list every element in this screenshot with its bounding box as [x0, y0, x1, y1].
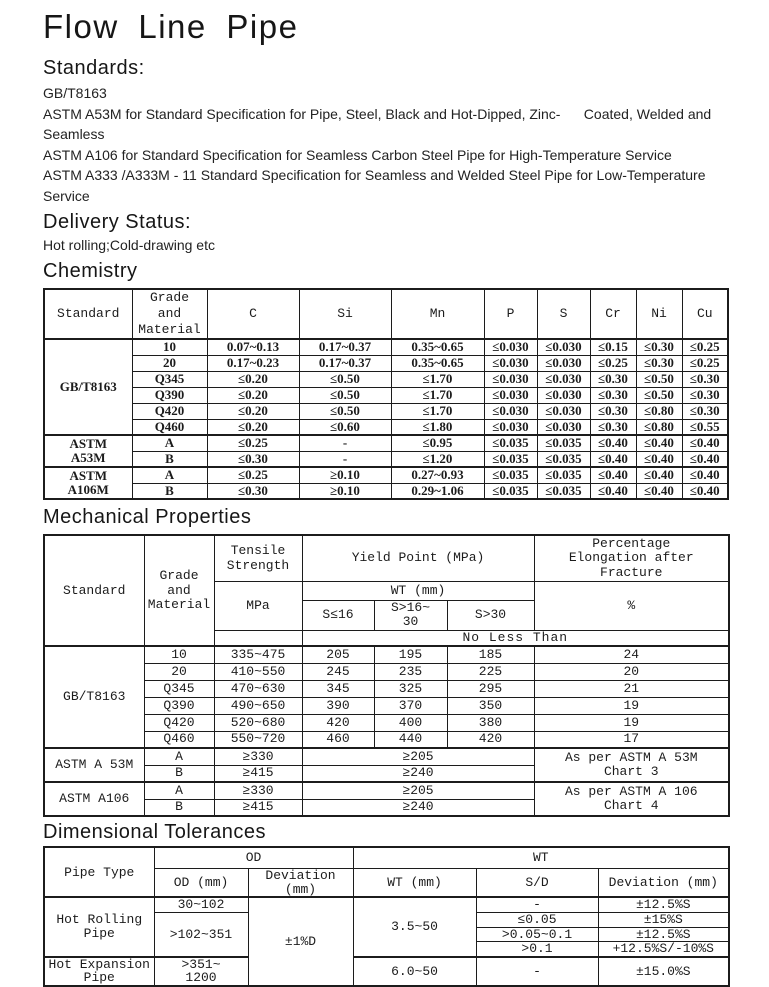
cell: 0.27~0.93: [391, 467, 484, 483]
cell: 185: [447, 646, 534, 663]
table-row: [44, 387, 728, 403]
note-line: As per ASTM A 53M: [564, 749, 698, 765]
cell: Q460: [144, 731, 214, 748]
column-header: S≤16: [302, 600, 374, 630]
cell: ≤0.25: [207, 467, 299, 483]
cell: 21: [534, 680, 729, 697]
column-header: %: [534, 581, 729, 630]
cell: ≤0.035: [537, 435, 590, 451]
cell: A: [132, 435, 207, 451]
cell: ≤0.30: [590, 371, 636, 387]
cell: 245: [302, 663, 374, 680]
cell: ≥0.10: [299, 467, 391, 483]
pipe-type-cell: Hot Expansion Pipe: [44, 957, 154, 986]
cell: ≤0.035: [537, 483, 590, 499]
cell: B: [132, 483, 207, 499]
column-header: Ni: [636, 289, 682, 340]
column-header: [534, 535, 729, 581]
cell: ≤0.030: [537, 403, 590, 419]
cell: ≤0.030: [537, 387, 590, 403]
cell: ≥0.10: [299, 483, 391, 499]
column-header: MPa: [214, 581, 302, 630]
cell: ≤0.55: [682, 419, 728, 435]
cell: 0.29~1.06: [391, 483, 484, 499]
cell: 390: [302, 697, 374, 714]
cell: 20: [132, 355, 207, 371]
cell: 0.07~0.13: [207, 339, 299, 355]
column-header: Deviation (mm): [248, 868, 353, 897]
table-row: [44, 419, 728, 435]
cell: 350: [447, 697, 534, 714]
cell: A: [144, 748, 214, 765]
cell: ±1%D: [248, 897, 353, 986]
cell: ≤0.30: [682, 403, 728, 419]
cell: ≤0.40: [636, 483, 682, 499]
cell: 19: [534, 697, 729, 714]
cell: ≥330: [214, 748, 302, 765]
cell: ≤1.70: [391, 371, 484, 387]
cell: ≤0.035: [484, 435, 537, 451]
cell: ≤0.50: [299, 387, 391, 403]
cell: 0.35~0.65: [391, 355, 484, 371]
cell: 410~550: [214, 663, 302, 680]
label-line: A53M: [70, 450, 106, 466]
cell: 10: [144, 646, 214, 663]
cell: Q390: [144, 697, 214, 714]
table-row: [44, 339, 728, 355]
cell: Q345: [132, 371, 207, 387]
table-row: [44, 646, 729, 663]
cell: 235: [374, 663, 447, 680]
header-line: S>16~: [390, 600, 430, 615]
delivery-text: Hot rolling;Cold-drawing etc: [43, 236, 215, 253]
cell: ≤0.030: [484, 419, 537, 435]
cell: -: [299, 451, 391, 467]
chemistry-heading: Chemistry: [43, 259, 138, 282]
page-title: Flow Line Pipe: [43, 8, 299, 45]
cell: ≤0.030: [537, 371, 590, 387]
column-header: Standard: [44, 289, 132, 340]
cell: ≤0.20: [207, 387, 299, 403]
cell: -: [299, 435, 391, 451]
column-header: Tensile Strength: [214, 535, 302, 581]
header-line: Fracture: [600, 564, 663, 580]
cell: -: [476, 897, 598, 912]
label-line: ASTM: [69, 436, 108, 452]
cell: >0.05~0.1: [476, 927, 598, 942]
cell: ≤0.20: [207, 403, 299, 419]
standard-label-cell: [44, 435, 132, 467]
standards-line: ASTM A53M for Standard Specification for Pipe, Steel, Black and Hot-Dipped, Zinc- Coated, Welded and: [43, 105, 712, 122]
standard-label-cell: [44, 467, 132, 499]
cell: 490~650: [214, 697, 302, 714]
column-header: No Less Than: [302, 630, 729, 646]
column-header: Pipe Type: [44, 847, 154, 897]
table-row: [44, 897, 729, 912]
column-header: WT (mm): [302, 581, 534, 600]
cell: ≤0.40: [636, 451, 682, 467]
standards-heading: Standards:: [43, 57, 145, 79]
cell: 20: [144, 663, 214, 680]
cell: 470~630: [214, 680, 302, 697]
cell: A: [144, 782, 214, 799]
cell: 6.0~50: [353, 957, 476, 986]
cell: ≤0.40: [682, 483, 728, 499]
cell: ≥205: [302, 748, 534, 765]
cell: ±12.5%S: [598, 927, 729, 942]
pipe-type-cell: Hot Rolling Pipe: [44, 897, 154, 957]
header-line: Elongation after: [568, 550, 694, 566]
cell: ≥415: [214, 765, 302, 782]
cell: [154, 957, 248, 986]
cell: 550~720: [214, 731, 302, 748]
label-line: A106M: [67, 482, 109, 498]
cell-line: 1200: [185, 970, 217, 986]
cell: ≤0.030: [484, 339, 537, 355]
cell: ≤0.30: [636, 355, 682, 371]
cell: ≤0.40: [682, 451, 728, 467]
cell: ≤0.030: [484, 403, 537, 419]
cell: ≤0.030: [537, 355, 590, 371]
standards-line: ASTM A333 /A333M - 11 Standard Specification for Seamless and Welded Steel Pipe for Low-Temperature: [43, 167, 706, 184]
column-header: Cu: [682, 289, 728, 340]
cell: ≤0.20: [207, 371, 299, 387]
cell: B: [132, 451, 207, 467]
cell: 370: [374, 697, 447, 714]
cell: 20: [534, 663, 729, 680]
table-row: [44, 731, 729, 748]
note-cell: [534, 748, 729, 782]
standard-label-cell: ASTM A106: [44, 782, 144, 816]
table-row: [44, 697, 729, 714]
cell: ≤0.030: [484, 355, 537, 371]
cell: ≤0.030: [537, 339, 590, 355]
standard-label-cell: ASTM A 53M: [44, 748, 144, 782]
cell: ≤0.50: [636, 387, 682, 403]
cell: ≤0.80: [636, 403, 682, 419]
cell: ≤0.25: [590, 355, 636, 371]
cell: ≥240: [302, 799, 534, 816]
cell: ≤0.035: [537, 467, 590, 483]
cell: ≤0.50: [299, 371, 391, 387]
cell: 295: [447, 680, 534, 697]
header-line: Percentage: [592, 535, 671, 551]
cell: ≤0.40: [590, 435, 636, 451]
cell: ≤0.30: [207, 483, 299, 499]
cell: 205: [302, 646, 374, 663]
column-header: OD: [154, 847, 353, 868]
cell: ≤0.50: [636, 371, 682, 387]
column-header: S>30: [447, 600, 534, 630]
cell: ≤0.40: [682, 435, 728, 451]
cell: 0.35~0.65: [391, 339, 484, 355]
cell: B: [144, 799, 214, 816]
dimensional-heading: Dimensional Tolerances: [43, 821, 266, 844]
cell: 420: [447, 731, 534, 748]
cell: >0.1: [476, 942, 598, 957]
cell: ≤0.50: [299, 403, 391, 419]
cell: ≤0.035: [484, 451, 537, 467]
column-header: Grade and Material: [144, 535, 214, 646]
delivery-heading: Delivery Status:: [43, 210, 192, 233]
cell: ≤1.80: [391, 419, 484, 435]
cell: ±12.5%S: [598, 897, 729, 912]
cell: 225: [447, 663, 534, 680]
cell: ≤0.40: [590, 451, 636, 467]
table-row: [44, 355, 728, 371]
cell: ≤0.80: [636, 419, 682, 435]
empty-cell: [214, 630, 302, 646]
cell: Q390: [132, 387, 207, 403]
cell: Q420: [144, 714, 214, 731]
cell: 10: [132, 339, 207, 355]
table-row: [44, 451, 728, 467]
column-header: P: [484, 289, 537, 340]
table-row: [44, 663, 729, 680]
cell: ≤0.05: [476, 912, 598, 927]
cell: ≤0.40: [636, 467, 682, 483]
cell: 400: [374, 714, 447, 731]
cell: 460: [302, 731, 374, 748]
cell: Q460: [132, 419, 207, 435]
chemistry-table: [43, 288, 729, 501]
mechanical-table: [43, 534, 730, 817]
table-row: [44, 371, 728, 387]
cell: ≤1.70: [391, 387, 484, 403]
cell: ≤0.30: [682, 371, 728, 387]
cell: ≤0.30: [590, 419, 636, 435]
standards-line: Service: [43, 187, 90, 204]
column-header: S: [537, 289, 590, 340]
column-header: C: [207, 289, 299, 340]
cell: ≤0.15: [590, 339, 636, 355]
cell: 520~680: [214, 714, 302, 731]
cell: 335~475: [214, 646, 302, 663]
table-row: [44, 403, 728, 419]
cell: 195: [374, 646, 447, 663]
cell: 440: [374, 731, 447, 748]
cell: >102~351: [154, 912, 248, 956]
column-header: Mn: [391, 289, 484, 340]
cell: 30~102: [154, 897, 248, 912]
table-row: [44, 714, 729, 731]
standard-label-cell: GB/T8163: [44, 646, 144, 748]
cell: ±15.0%S: [598, 957, 729, 986]
column-header: Standard: [44, 535, 144, 646]
cell: 0.17~0.37: [299, 355, 391, 371]
standards-line: GB/T8163: [43, 85, 107, 101]
cell: ≥330: [214, 782, 302, 799]
cell: ≤0.40: [682, 467, 728, 483]
mechanical-header-row: [44, 535, 729, 581]
cell: ≤0.95: [391, 435, 484, 451]
cell: ≤1.20: [391, 451, 484, 467]
table-row: [44, 467, 728, 483]
cell: 380: [447, 714, 534, 731]
table-row: [44, 748, 729, 765]
header-line: 30: [402, 614, 419, 630]
table-row: [44, 680, 729, 697]
note-cell: [534, 782, 729, 816]
column-header: OD (mm): [154, 868, 248, 897]
standards-line: Seamless: [43, 126, 105, 143]
cell: ≥240: [302, 765, 534, 782]
cell: ≤1.70: [391, 403, 484, 419]
cell: ±15%S: [598, 912, 729, 927]
cell: 17: [534, 731, 729, 748]
cell: ≤0.30: [636, 339, 682, 355]
cell: ≤0.30: [682, 387, 728, 403]
cell: A: [132, 467, 207, 483]
cell: Q420: [132, 403, 207, 419]
cell: 0.17~0.23: [207, 355, 299, 371]
cell: -: [476, 957, 598, 986]
cell: ≤0.25: [207, 435, 299, 451]
mechanical-heading: Mechanical Properties: [43, 506, 252, 529]
column-header: Yield Point (MPa): [302, 535, 534, 581]
cell: 24: [534, 646, 729, 663]
column-header: WT: [353, 847, 729, 868]
cell: ≥415: [214, 799, 302, 816]
note-line: As per ASTM A 106: [564, 783, 698, 799]
cell: ≤0.30: [590, 403, 636, 419]
note-line: Chart 4: [603, 798, 659, 814]
cell: ≤0.035: [484, 467, 537, 483]
label-line: ASTM: [69, 468, 108, 484]
column-header: S/D: [476, 868, 598, 897]
cell: ≤0.030: [484, 371, 537, 387]
column-header: WT (mm): [353, 868, 476, 897]
table-row: [44, 957, 729, 986]
cell: 345: [302, 680, 374, 697]
cell: 19: [534, 714, 729, 731]
cell: ≤0.30: [207, 451, 299, 467]
standard-label-cell: GB/T8163: [44, 339, 132, 435]
cell: ≤0.030: [484, 387, 537, 403]
cell: ≥205: [302, 782, 534, 799]
column-header: Grade and Material: [132, 289, 207, 340]
cell: ≤0.25: [682, 339, 728, 355]
note-line: Chart 3: [603, 764, 659, 780]
cell: ≤0.60: [299, 419, 391, 435]
cell: Q345: [144, 680, 214, 697]
cell: ≤0.40: [636, 435, 682, 451]
table-row: [44, 483, 728, 499]
cell: 325: [374, 680, 447, 697]
dimensional-header-row: [44, 847, 729, 868]
column-header: Si: [299, 289, 391, 340]
table-row: [44, 782, 729, 799]
dimensional-table: [43, 846, 730, 987]
standards-paragraphs: [43, 83, 733, 207]
cell: 3.5~50: [353, 897, 476, 957]
cell: +12.5%S/-10%S: [598, 942, 729, 957]
chemistry-header-row: [44, 289, 728, 340]
standards-line: ASTM A106 for Standard Specification for Seamless Carbon Steel Pipe for High-Temperature Service: [43, 146, 672, 163]
cell: ≤0.035: [537, 451, 590, 467]
cell: ≤0.035: [484, 483, 537, 499]
table-row: [44, 435, 728, 451]
cell: ≤0.25: [682, 355, 728, 371]
cell: B: [144, 765, 214, 782]
cell: 0.17~0.37: [299, 339, 391, 355]
column-header: Cr: [590, 289, 636, 340]
cell: 420: [302, 714, 374, 731]
cell-line: >351~: [181, 956, 221, 972]
cell: ≤0.20: [207, 419, 299, 435]
column-header: [374, 600, 447, 630]
cell: ≤0.40: [590, 467, 636, 483]
cell: ≤0.030: [537, 419, 590, 435]
cell: ≤0.40: [590, 483, 636, 499]
cell: ≤0.30: [590, 387, 636, 403]
column-header: Deviation (mm): [598, 868, 729, 897]
